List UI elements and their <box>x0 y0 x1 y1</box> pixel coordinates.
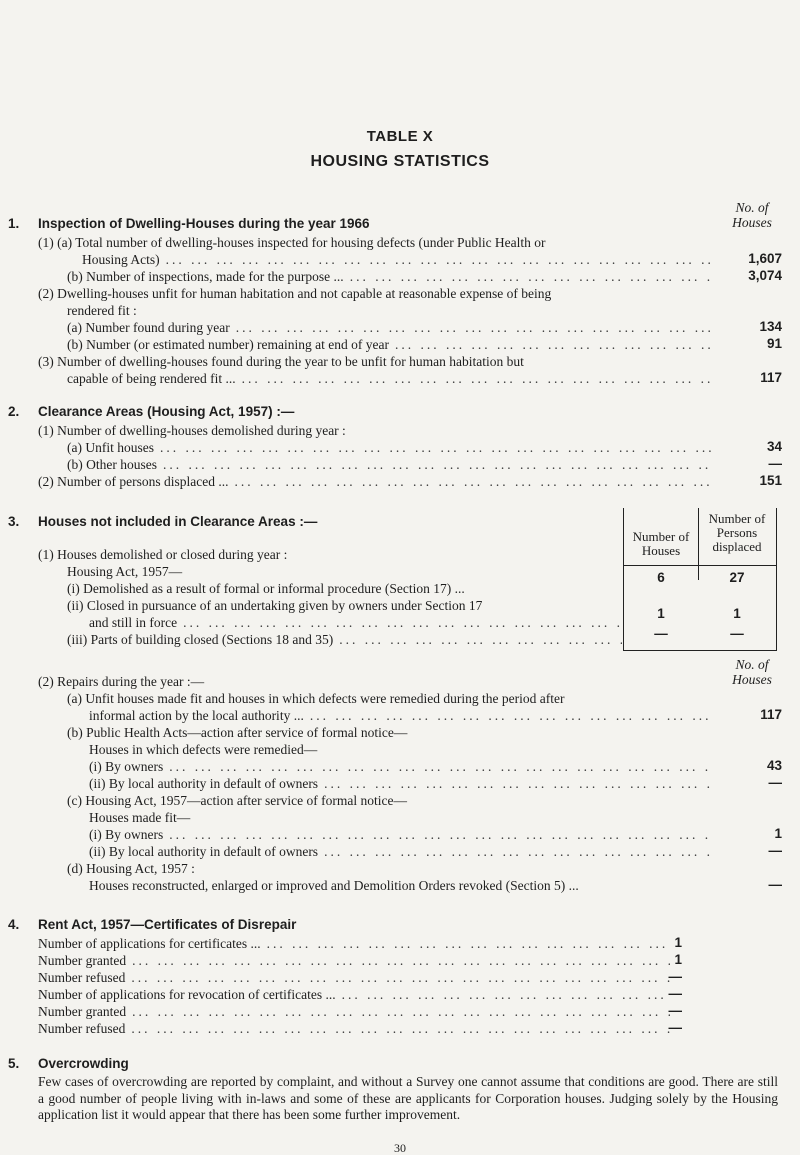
s4-v5: — <box>668 1003 682 1018</box>
s3-rii-line2: and still in force <box>89 615 178 630</box>
column-header <box>722 200 782 230</box>
s3-rb-ii-text: (ii) By local authority in default of owners <box>89 776 319 791</box>
s3-table-h2-line1: Number of <box>708 511 766 526</box>
s2-r1a-text: (a) Unfit houses <box>67 440 154 455</box>
s3-rii-line1: (ii) Closed in pursuance of an undertaking given by owners under Section 17 <box>67 598 483 613</box>
section-4-number: 4. <box>8 917 20 932</box>
s4-v3: — <box>668 969 682 984</box>
section-3-number: 3. <box>8 514 20 529</box>
s2-v1a: 34 <box>766 439 782 454</box>
column-header-2 <box>722 657 782 687</box>
s4-r4-row <box>38 986 670 1003</box>
s1-r2-line1: (2) Dwelling-houses unfit for human habitation and not capable at reasonable expense of being <box>38 286 552 301</box>
s3-table-ii-houses: 1 <box>657 606 665 621</box>
s1-r2b-text: (b) Number (or estimated number) remaining at end of year <box>67 337 390 352</box>
s2-r2-row <box>38 473 712 490</box>
s4-r5-row <box>38 1003 670 1020</box>
s2-r1a-row <box>67 439 712 456</box>
s1-v1a: 1,607 <box>748 251 782 266</box>
s3-rc-ii-text: (ii) By local authority in default of owners <box>89 844 319 859</box>
s4-r3-text: Number refused <box>38 970 126 985</box>
section-5-heading: Overcrowding <box>38 1056 129 1071</box>
s3-table-i-persons: 27 <box>729 570 745 585</box>
s1-r3-line2: capable of being rendered fit ... <box>67 371 236 386</box>
s3-act: Housing Act, 1957— <box>67 564 183 579</box>
s3-table-iii-persons: — <box>730 626 744 641</box>
s4-v4: — <box>668 986 682 1001</box>
s3-ra-line2: informal action by the local authority ... <box>89 708 304 723</box>
s1-v1b: 3,074 <box>748 268 782 283</box>
s2-r1b-text: (b) Other houses <box>67 457 157 472</box>
column-header-line2: Houses <box>732 215 772 230</box>
s4-r6-text: Number refused <box>38 1021 126 1036</box>
s1-r1b-text: (b) Number of inspections, made for the purpose ... <box>67 269 344 284</box>
s3-ra-row <box>89 707 712 724</box>
s1-v2b: 91 <box>766 336 782 351</box>
s4-r2-row <box>38 952 670 969</box>
s2-v2: 151 <box>759 473 782 488</box>
s3-vc-ii: — <box>768 843 782 858</box>
s3-ri-row <box>67 580 622 597</box>
page-title: HOUSING STATISTICS <box>310 153 490 170</box>
s3-rd-line2: Houses reconstructed, enlarged or improved and Demolition Orders revoked (Section 5) ... <box>89 878 579 893</box>
section-3-heading: Houses not included in Clearance Areas :— <box>38 514 318 529</box>
s1-v2a: 134 <box>759 319 782 334</box>
s3-r2: (2) Repairs during the year :— <box>38 674 205 689</box>
s3-table-h2-line3: displaced <box>712 539 762 554</box>
s1-r2a-text: (a) Number found during year <box>67 320 230 335</box>
s3-va: 117 <box>760 707 782 722</box>
s3-rii-row <box>89 614 622 631</box>
section-5-number: 5. <box>8 1056 20 1071</box>
column-header-2-line2: Houses <box>732 672 772 687</box>
s3-r1: (1) Houses demolished or closed during year : <box>38 547 288 562</box>
s1-r2b-row <box>67 336 712 353</box>
s2-r2-text: (2) Number of persons displaced ... <box>38 474 229 489</box>
section-4-heading: Rent Act, 1957—Certificates of Disrepair <box>38 917 297 932</box>
s3-rd-row <box>89 877 712 894</box>
s3-riii-row <box>67 631 622 648</box>
column-header-2-line1: No. of <box>735 657 769 672</box>
s3-vb-ii: — <box>768 775 782 790</box>
s1-v3: 117 <box>760 370 782 385</box>
s1-r1b-row <box>67 268 712 285</box>
section-1-number: 1. <box>8 216 20 231</box>
s1-r1a-line2: Housing Acts) <box>82 252 160 267</box>
s3-table-header-houses <box>624 530 698 558</box>
section-2-heading: Clearance Areas (Housing Act, 1957) :— <box>38 404 295 419</box>
s3-table-header-persons <box>699 512 775 554</box>
s2-r1: (1) Number of dwelling-houses demolished during year : <box>38 423 346 438</box>
s3-rc-ii-row <box>89 843 712 860</box>
s4-r2-text: Number granted <box>38 953 127 968</box>
s3-rc-i-text: (i) By owners <box>89 827 164 842</box>
column-header-line1: No. of <box>735 200 769 215</box>
table-title: TABLE X <box>366 128 434 145</box>
s3-table-ii-persons: 1 <box>733 606 741 621</box>
s3-rb-line1: (b) Public Health Acts—action after service of formal notice— <box>67 725 408 740</box>
s3-rc-line1: (c) Housing Act, 1957—action after service of formal notice— <box>67 793 408 808</box>
s4-v2: 1 <box>674 952 682 967</box>
s3-rc-i-row <box>89 826 712 843</box>
s3-table-iii-houses: — <box>654 626 668 641</box>
s3-table-h1-line1: Number of <box>632 529 690 544</box>
s3-ra-line1: (a) Unfit houses made fit and houses in which defects were remedied during the period after <box>67 691 565 706</box>
s1-r3-line1: (3) Number of dwelling-houses found during the year to be unfit for human habitation but <box>38 354 524 369</box>
s3-riii-text: (iii) Parts of building closed (Sections 18 and 35) <box>67 632 334 647</box>
s2-r1b-row <box>67 456 712 473</box>
section-2-number: 2. <box>8 404 20 419</box>
s3-table-h1-line2: Houses <box>641 543 681 558</box>
s4-r6-row <box>38 1020 670 1037</box>
s4-v1: 1 <box>674 935 682 950</box>
s4-r1-text: Number of applications for certificates ... <box>38 936 261 951</box>
s4-r1-row <box>38 935 670 952</box>
s3-rb-i-row <box>89 758 712 775</box>
s3-ri-text: (i) Demolished as a result of formal or informal procedure (Section 17) ... <box>67 581 465 596</box>
s4-r4-text: Number of applications for revocation of certificates ... <box>38 987 336 1002</box>
section-1-heading: Inspection of Dwelling-Houses during the year 1966 <box>38 216 370 231</box>
s3-rd-line1: (d) Housing Act, 1957 : <box>67 861 195 876</box>
s3-vb-i: 43 <box>766 758 782 773</box>
s3-table-i-houses: 6 <box>657 570 665 585</box>
s1-r1a-line1: (1) (a) Total number of dwelling-houses inspected for housing defects (under Public Health or <box>38 235 546 250</box>
s3-vc-i: 1 <box>774 826 782 841</box>
s3-rb-i-text: (i) By owners <box>89 759 164 774</box>
s1-r3-row <box>67 370 712 387</box>
s4-r5-text: Number granted <box>38 1004 127 1019</box>
s3-rb-line2: Houses in which defects were remedied— <box>89 742 318 757</box>
s3-rc-line2: Houses made fit— <box>89 810 191 825</box>
s4-v6: — <box>668 1020 682 1035</box>
s3-table-h2-line2: Persons <box>716 525 758 540</box>
s1-r1a-row <box>82 251 712 268</box>
s3-table-head-rule <box>623 565 776 566</box>
s3-rb-ii-row <box>89 775 712 792</box>
s1-r2a-row <box>67 319 712 336</box>
s5-paragraph: Few cases of overcrowding are reported by complaint, and without a Survey one cannot assume that conditions are good. There are still a good number of people living with in-laws and some of these are applicants for Corporation houses. Judging solely by the Housing application list it would appear that there has been some further improvement. <box>38 1074 778 1122</box>
s3-vd: — <box>768 877 782 892</box>
s2-v1b: — <box>768 456 782 471</box>
s4-r3-row <box>38 969 670 986</box>
s1-r2-line2: rendered fit : <box>67 303 137 318</box>
page-number: 30 <box>394 1141 406 1155</box>
